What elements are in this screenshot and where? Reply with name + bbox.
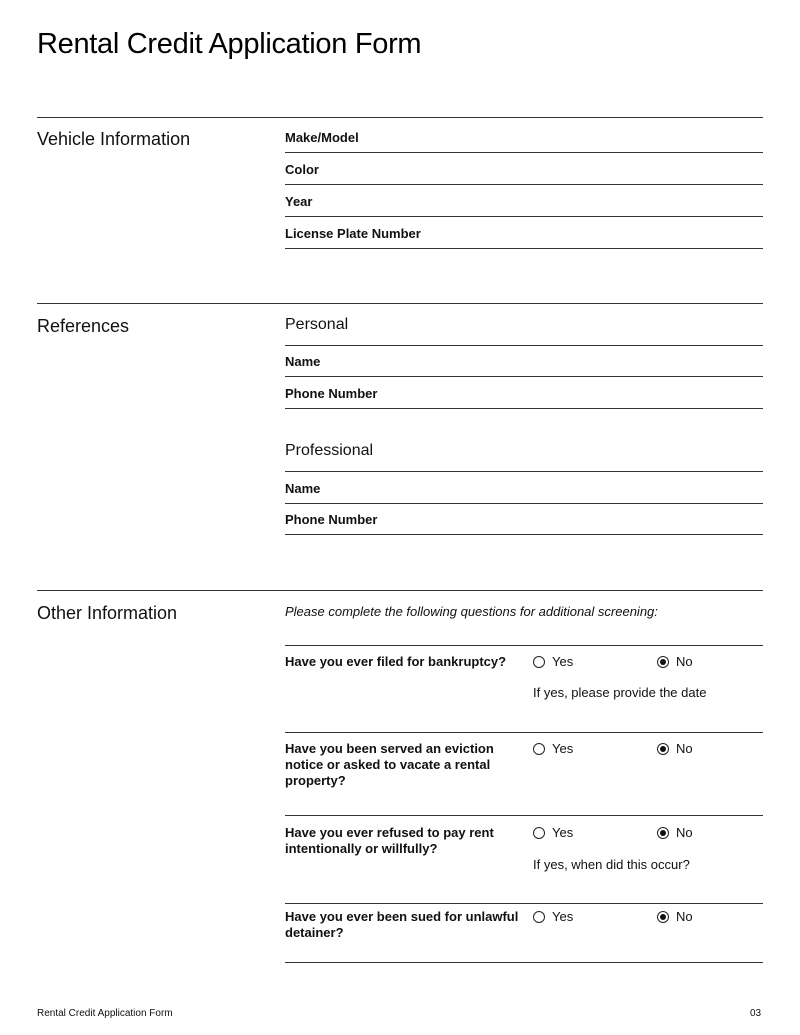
eviction-no-option[interactable] (657, 741, 693, 756)
question-bankruptcy: Have you ever filed for bankruptcy? (285, 654, 507, 669)
personal-name-label: Name (285, 354, 321, 369)
subsection-divider (285, 645, 763, 646)
bankruptcy-date-field[interactable] (285, 732, 763, 733)
license-plate-field[interactable] (285, 248, 763, 249)
other-section-title: Other Information (37, 603, 178, 623)
option-label: Yes (552, 654, 574, 669)
radio-selected-icon[interactable] (657, 827, 669, 839)
professional-phone-label: Phone Number (285, 512, 378, 527)
professional-name-field[interactable] (285, 503, 763, 504)
year-label: Year (285, 194, 313, 209)
personal-reference-title: Personal (285, 316, 349, 333)
references-section-title: References (37, 316, 130, 336)
question-refused-rent: Have you ever refused to pay rent intentionally or willfully? (285, 825, 494, 856)
option-label: Yes (552, 741, 574, 756)
radio-unselected-icon[interactable] (533, 743, 545, 755)
option-label: No (676, 741, 693, 756)
question-sued-detainer: Have you ever been sued for unlawful detainer? (285, 909, 519, 940)
sued-detainer-yes-option[interactable] (533, 909, 573, 924)
make-model-label: Make/Model (285, 130, 359, 145)
professional-reference-title: Professional (285, 442, 374, 459)
eviction-yes-option[interactable] (533, 741, 573, 756)
option-label: Yes (552, 825, 574, 840)
sued-detainer-no-option[interactable] (657, 909, 693, 924)
bankruptcy-no-option[interactable] (657, 654, 693, 669)
question-eviction: Have you been served an eviction notice or asked to vacate a rental property? (285, 741, 494, 788)
radio-unselected-icon[interactable] (533, 827, 545, 839)
radio-selected-icon[interactable] (657, 656, 669, 668)
option-label: Yes (552, 909, 574, 924)
personal-phone-field[interactable] (285, 408, 763, 409)
radio-selected-icon[interactable] (657, 743, 669, 755)
refused-rent-yes-option[interactable] (533, 825, 573, 840)
refused-rent-date-field[interactable] (285, 903, 763, 904)
personal-name-field[interactable] (285, 376, 763, 377)
subsection-divider (285, 471, 763, 472)
screening-note: Please complete the following questions for additional screening: (285, 604, 658, 619)
page-title: Rental Credit Application Form (37, 28, 422, 60)
question-divider (285, 815, 763, 816)
option-label: No (676, 909, 693, 924)
license-plate-label: License Plate Number (285, 226, 421, 241)
section-divider (37, 117, 763, 118)
bankruptcy-followup: If yes, please provide the date (533, 685, 707, 700)
option-label: No (676, 825, 693, 840)
vehicle-section-title: Vehicle Information (37, 129, 191, 149)
radio-unselected-icon[interactable] (533, 656, 545, 668)
year-field[interactable] (285, 216, 763, 217)
section-divider (37, 303, 763, 304)
page-number: 03 (750, 1008, 762, 1019)
radio-unselected-icon[interactable] (533, 911, 545, 923)
refused-rent-no-option[interactable] (657, 825, 693, 840)
radio-selected-icon[interactable] (657, 911, 669, 923)
question-divider (285, 962, 763, 963)
personal-phone-label: Phone Number (285, 386, 378, 401)
color-field[interactable] (285, 184, 763, 185)
color-label: Color (285, 162, 319, 177)
section-divider (37, 590, 763, 591)
professional-phone-field[interactable] (285, 534, 763, 535)
option-label: No (676, 654, 693, 669)
professional-name-label: Name (285, 481, 321, 496)
make-model-field[interactable] (285, 152, 763, 153)
bankruptcy-yes-option[interactable] (533, 654, 573, 669)
footer-title: Rental Credit Application Form (37, 1008, 173, 1019)
refused-rent-followup: If yes, when did this occur? (533, 857, 690, 872)
subsection-divider (285, 345, 763, 346)
